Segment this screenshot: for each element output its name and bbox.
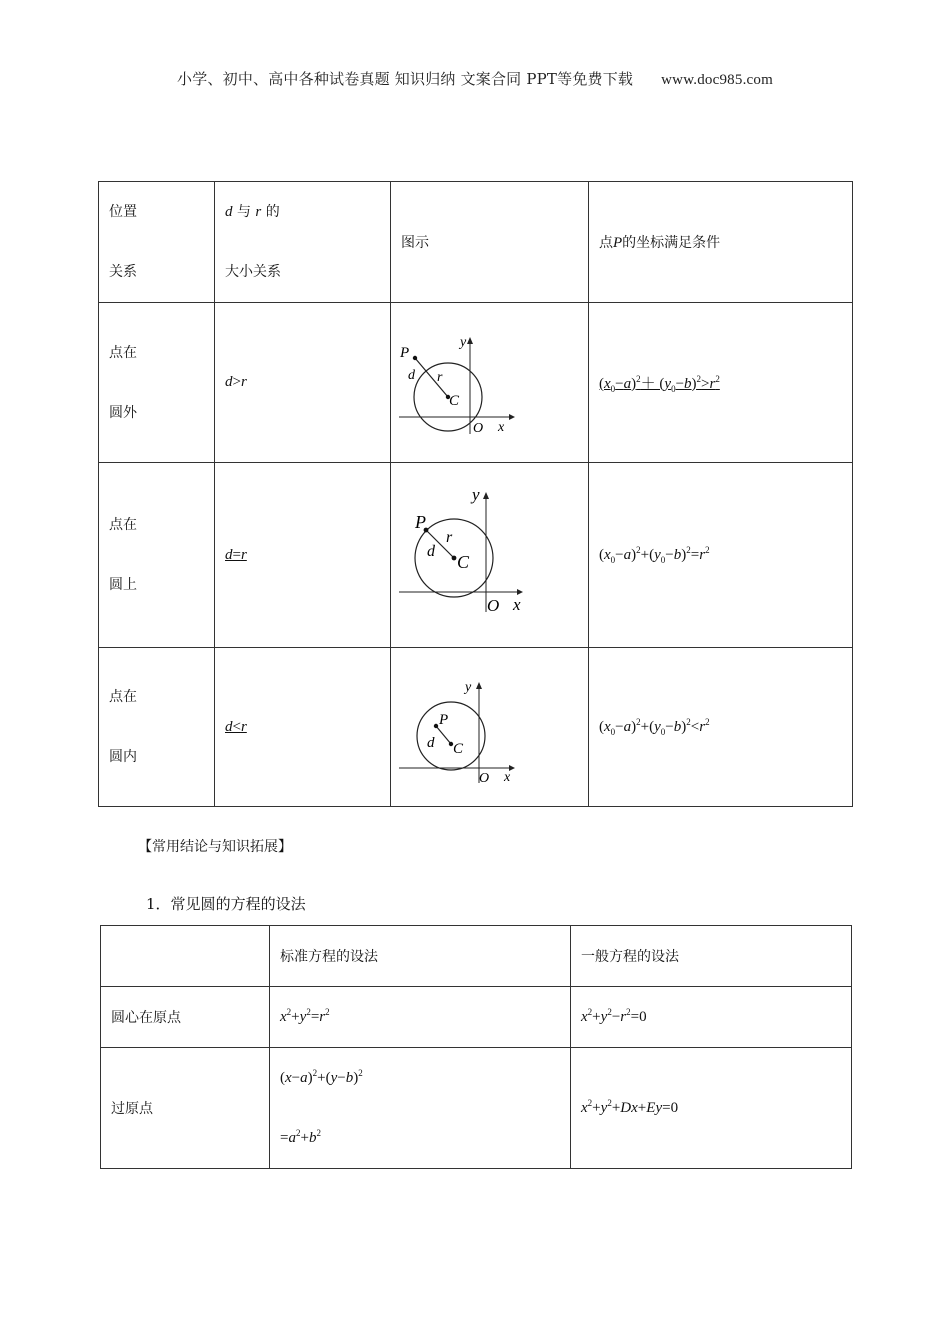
- svg-text:P: P: [439, 711, 449, 728]
- figure-cell: [391, 463, 589, 648]
- header-dr-relation: d 与 r 的 大小关系: [215, 182, 391, 303]
- general-equation: $x^2+y^2+Dx+Ey=0$: [571, 1048, 852, 1169]
- subsection-heading: 1．常见圆的方程的设法: [146, 895, 306, 913]
- relation-cell: d>r: [215, 303, 391, 463]
- svg-text:r: r: [446, 528, 453, 546]
- svg-text:d: d: [408, 367, 415, 383]
- header-empty: [101, 926, 270, 987]
- table-row-through-origin: [101, 1048, 852, 1169]
- condition-cell: $(x_0-a)^2+(y_0-b)^2=r^2$: [589, 463, 853, 648]
- header-text: 小学、初中、高中各种试卷真题 知识归纳 文案合同 PPT等免费下载: [177, 70, 634, 88]
- point-on-circle-diagram: [391, 464, 587, 647]
- header-position: 位置 关系: [99, 182, 215, 303]
- row-label: 过原点: [101, 1048, 270, 1169]
- header-site[interactable]: www.doc985.com: [661, 72, 773, 88]
- table-header-row: [99, 182, 853, 303]
- header-condition: 点P的坐标满足条件: [589, 182, 853, 303]
- relation-cell: d<r: [215, 648, 391, 807]
- position-relation-table: [98, 181, 853, 807]
- svg-text:r: r: [437, 369, 443, 385]
- general-equation: $x^2+y^2-r^2=0$: [571, 987, 852, 1048]
- circle-equation-table: [100, 925, 852, 1169]
- svg-text:d: d: [427, 734, 435, 751]
- svg-text:C: C: [449, 392, 460, 409]
- svg-text:O: O: [479, 770, 490, 786]
- point-P: [434, 723, 438, 727]
- svg-text:C: C: [453, 740, 464, 757]
- svg-text:y: y: [465, 679, 472, 695]
- table-row-origin-center: [101, 987, 852, 1048]
- condition-cell: $(x_0-a)^2+ (y_0-b)^2>r^2$: [589, 303, 853, 463]
- position-label: 点在 圆上: [99, 463, 215, 648]
- header-standard: 标准方程的设法: [270, 926, 571, 987]
- table-header-row: [101, 926, 852, 987]
- position-label: 点在 圆内: [99, 648, 215, 807]
- svg-text:C: C: [457, 551, 470, 572]
- svg-text:x: x: [504, 769, 511, 785]
- svg-text:P: P: [415, 511, 426, 532]
- header-general: 一般方程的设法: [571, 926, 852, 987]
- center-C: [452, 555, 457, 560]
- page-header: [0, 68, 950, 89]
- svg-text:O: O: [473, 420, 484, 436]
- svg-text:x: x: [513, 594, 521, 614]
- table-row-outside: [99, 303, 853, 463]
- svg-text:y: y: [460, 334, 467, 350]
- standard-equation: $x^2+y^2=r^2$: [270, 987, 571, 1048]
- header-figure: 图示: [391, 182, 589, 303]
- svg-text:P: P: [400, 344, 410, 361]
- point-inside-circle-diagram: [391, 649, 587, 806]
- condition-cell: $(x_0-a)^2+(y_0-b)^2<r^2$: [589, 648, 853, 807]
- position-label: 点在 圆外: [99, 303, 215, 463]
- figure-cell: [391, 303, 589, 463]
- row-label: 圆心在原点: [101, 987, 270, 1048]
- figure-cell: [391, 648, 589, 807]
- svg-text:y: y: [472, 484, 480, 504]
- relation-cell: d=r: [215, 463, 391, 648]
- table-row-on: [99, 463, 853, 648]
- point-outside-circle-diagram: [391, 304, 587, 462]
- standard-equation: $(x-a)^2+(y-b)^2$ $=a^2+b^2$: [270, 1048, 571, 1169]
- svg-text:d: d: [427, 542, 435, 560]
- svg-text:O: O: [487, 595, 500, 615]
- svg-text:x: x: [498, 419, 505, 435]
- section-title: 【常用结论与知识拓展】: [138, 839, 292, 855]
- point-P: [413, 355, 417, 359]
- table-row-inside: [99, 648, 853, 807]
